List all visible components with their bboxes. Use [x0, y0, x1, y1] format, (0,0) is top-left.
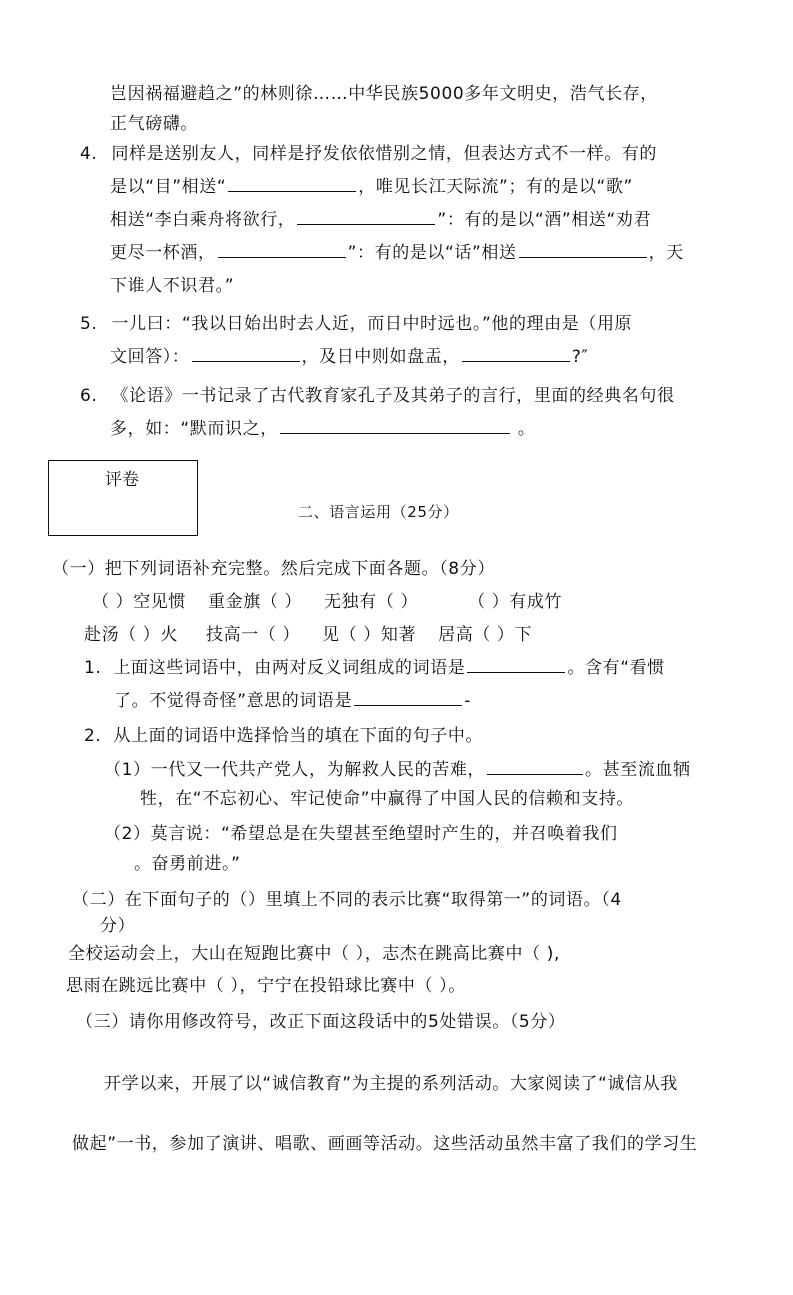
score-box-label: 评卷: [105, 470, 139, 490]
word-row-2: [84, 623, 532, 647]
score-box: [48, 460, 198, 536]
question-text: ，唯见长江天际流”；有的是以“歌”: [358, 177, 633, 197]
question-text: ，天: [648, 243, 684, 263]
word-item: 技高一（ ）: [206, 625, 301, 645]
answer-blank[interactable]: [354, 689, 462, 706]
word-item: 赴汤（ ）火: [84, 625, 179, 645]
answer-blank[interactable]: [280, 417, 510, 434]
question-text: 是以“目”相送“: [110, 177, 227, 197]
question-text: 上面这些词语中，由两对反义词组成的词语是: [113, 658, 466, 678]
subsection-heading: （一）把下列词语补充完整。然后完成下面各题。（8分）: [52, 559, 495, 579]
answer-blank[interactable]: [462, 345, 570, 362]
word-row-1: [92, 590, 562, 614]
answer-blank[interactable]: [228, 175, 356, 192]
paragraph-line: 做起”一书，参加了演讲、唱歌、画画等活动。这些活动虽然丰富了我们的学习生: [72, 1134, 698, 1154]
question-text: 了。不觉得奇怪”意思的词语是: [114, 691, 353, 711]
question-4-line2: [110, 175, 633, 199]
answer-blank[interactable]: [218, 241, 346, 258]
word-item: （ ）有成竹: [468, 592, 563, 612]
question-6-line2: [110, 417, 535, 441]
text-line: 思雨在跳远比赛中（ ），宁宁在投铅球比赛中（ ）。: [66, 976, 466, 996]
text-line: 正气磅礴。: [110, 114, 198, 134]
subquestion-1: [84, 656, 665, 680]
text-line: 岂因祸福避趋之”的林则徐……中华民族5000多年文明史，浩气长存，: [110, 84, 658, 104]
subquestion-2-1: [104, 758, 691, 782]
question-number: 1.: [84, 658, 102, 678]
text-line: 牲，在“不忘初心、牢记使命”中赢得了中国人民的信赖和支持。: [140, 789, 635, 809]
question-text: 。含有“看惯: [567, 658, 665, 678]
question-5: [80, 312, 632, 336]
word-item: （ ）空见惯: [92, 592, 187, 612]
paragraph-line: 开学以来，开展了以“诚信教育”为主提的系列活动。大家阅读了“诚信从我: [104, 1074, 678, 1094]
question-text: -: [464, 691, 471, 711]
answer-blank[interactable]: [519, 241, 647, 258]
question-text: 。: [517, 419, 536, 439]
question-number: 2.: [84, 726, 102, 746]
text-line: 全校运动会上，大山在短跑比赛中（ ），志杰在跳高比赛中（ ),: [68, 944, 560, 964]
question-text: 。甚至流血牺: [585, 760, 691, 780]
question-5-line2: [110, 345, 588, 369]
answer-blank[interactable]: [192, 345, 300, 362]
question-number: 6.: [80, 386, 98, 406]
answer-blank[interactable]: [297, 208, 435, 225]
question-6: [80, 384, 675, 408]
answer-blank[interactable]: [487, 758, 583, 775]
question-text: ?″: [571, 347, 589, 367]
question-text: 从上面的词语中选择恰当的填在下面的句子中。: [113, 726, 484, 746]
word-item: 重金旗（ ）: [208, 592, 303, 612]
question-4-line3: [110, 208, 651, 232]
question-number: 4.: [80, 144, 98, 164]
subquestion-2: [84, 724, 483, 748]
text-line: 。奋勇前进。”: [134, 854, 241, 874]
word-item: 居高（ ）下: [438, 625, 533, 645]
question-text: 《论语》一书记录了古代教育家孔子及其弟子的言行，里面的经典名句很: [111, 386, 675, 406]
question-text: ”：有的是以“酒”相送“劝君: [437, 210, 652, 230]
subquestion-1-line2: [114, 689, 471, 713]
question-4-line4: [110, 241, 684, 265]
question-text: ”：有的是以“话”相送: [347, 243, 517, 263]
subsection-heading-cont: 分）: [100, 916, 136, 936]
question-text: 多，如：“默而识之，: [110, 419, 278, 439]
text-line: 下谁人不识君。”: [110, 276, 235, 296]
subsection-heading: （二）在下面句子的（）里填上不同的表示比赛“取得第一”的词语。（4: [72, 890, 622, 910]
question-4: [80, 142, 657, 166]
question-text: 一儿曰：“我以日始出时去人近，而日中时远也。”他的理由是（用原: [111, 314, 633, 334]
question-text: 更尽一杯酒，: [110, 243, 216, 263]
question-text: 同样是送别友人，同样是抒发依依惜别之情，但表达方式不一样。有的: [111, 144, 658, 164]
question-text: ，及日中则如盘盂，: [301, 347, 460, 367]
subsection-heading: （三）请你用修改符号，改正下面这段话中的5处错误。（5分）: [76, 1012, 566, 1032]
question-text: （1）一代又一代共产党人，为解救人民的苦难，: [104, 760, 486, 780]
subquestion-2-2: （2）莫言说：“希望总是在失望甚至绝望时产生的，并召唤着我们: [104, 824, 618, 844]
question-number: 5.: [80, 314, 98, 334]
section-title: 二、语言运用（25分）: [298, 503, 459, 521]
word-item: 见（ ）知著: [322, 625, 417, 645]
question-text: 文回答）：: [110, 347, 190, 367]
word-item: 无独有（ ）: [324, 592, 419, 612]
answer-blank[interactable]: [467, 656, 565, 673]
question-text: 相送“李白乘舟将欲行，: [110, 210, 296, 230]
